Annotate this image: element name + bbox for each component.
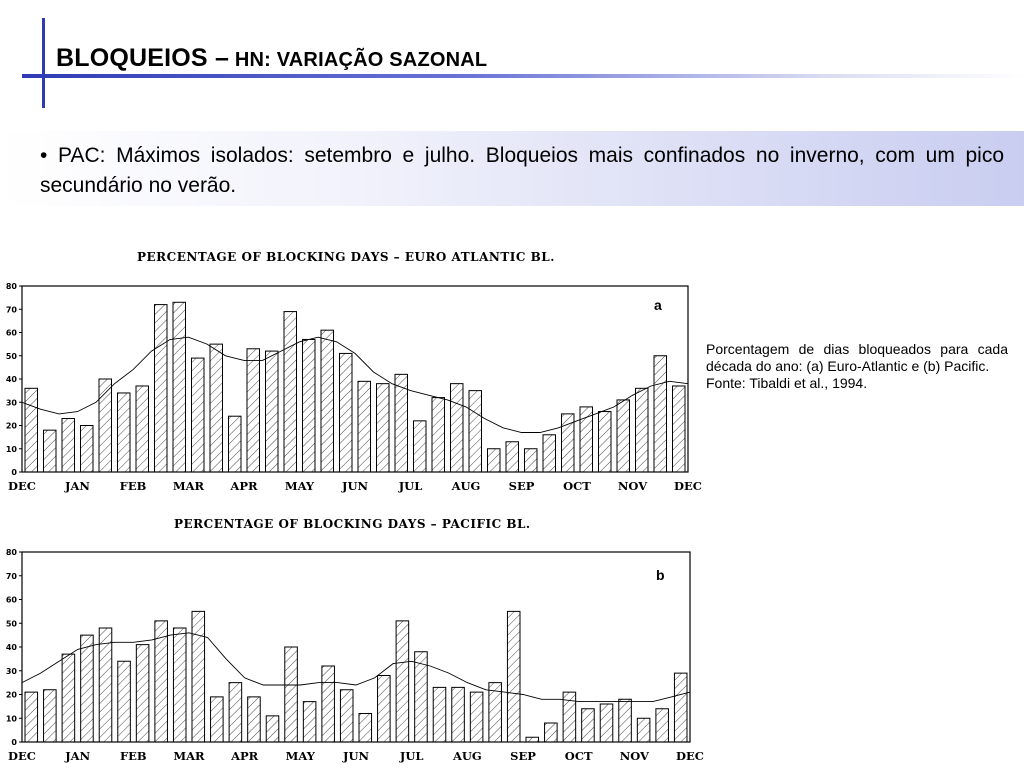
chart-a-bar [81, 426, 94, 473]
chart-a-bars [25, 302, 685, 472]
chart-a-month-label: JAN [65, 479, 90, 493]
chart-b-bar [674, 673, 687, 742]
chart-b-bar [470, 692, 483, 742]
chart-a-ytick-label: 50 [5, 351, 17, 361]
chart-a-bar [377, 384, 390, 472]
chart-a-ytick-label: 40 [5, 375, 17, 384]
chart-a-bar [136, 386, 149, 472]
chart-a-bar [525, 449, 538, 472]
chart-b-bar [433, 687, 446, 742]
chart-b-month-label: DEC [8, 749, 36, 763]
chart-b-ytick-label: 30 [5, 666, 17, 676]
header-horizontal-rule [22, 74, 1024, 78]
chart-b-month-label: NOV [619, 749, 649, 763]
chart-b-month-label: APR [231, 749, 259, 763]
chart-a-month-label: MAR [172, 479, 205, 493]
chart-a-month-label: NOV [617, 479, 648, 493]
chart-a-bar [173, 302, 186, 472]
chart-a-bar [654, 356, 667, 472]
chart-b-bar [192, 611, 205, 742]
chart-b-month-label: FEB [120, 749, 147, 763]
chart-a-yticks [6, 282, 22, 477]
caption-source: Fonte: Tibaldi et al., 1994. [706, 375, 868, 391]
chart-b-bar [619, 699, 632, 742]
slide-title-sub: HN: VARIAÇÃO SAZONAL [229, 49, 488, 71]
chart-a-month-label: SEP [508, 479, 535, 493]
chart-a-bar [155, 305, 168, 472]
chart-a-bar [266, 351, 279, 472]
chart-a-month-label: MAY [284, 479, 315, 493]
chart-a-bar [617, 400, 630, 472]
chart-b-bar [545, 723, 558, 742]
chart-a-xlabels [8, 479, 702, 493]
chart-a-month-label: AUG [451, 479, 481, 493]
chart-b-bar [415, 652, 428, 742]
caption-text: Porcentagem de dias bloqueados para cada década do ano: (a) Euro-Atlantic e (b) Pacific. [706, 341, 1008, 374]
chart-b-bar [340, 690, 353, 742]
chart-b-bar [266, 716, 279, 742]
chart-a-month-label: APR [230, 479, 258, 493]
chart-a-bar [543, 435, 556, 472]
chart-a-bar [247, 349, 260, 472]
chart-b-bar [211, 697, 224, 742]
chart-b-bar [118, 661, 131, 742]
chart-b-bar [248, 697, 261, 742]
chart-a-bar [414, 421, 427, 472]
chart-b-title: PERCENTAGE OF BLOCKING DAYS – PACIFIC BL. [174, 517, 531, 531]
chart-a-month-label: DEC [674, 479, 702, 493]
chart-b-bar [526, 737, 539, 742]
chart-a-ytick-label: 10 [5, 444, 17, 454]
chart-b-bar [656, 709, 669, 742]
chart-a-bar [599, 412, 612, 472]
header-vertical-rule [42, 18, 45, 108]
chart-a-month-label: DEC [8, 479, 36, 493]
chart-b-bar [452, 687, 465, 742]
chart-a-bar [25, 388, 38, 472]
chart-b-bar [44, 690, 57, 742]
chart-b-month-label: OCT [564, 749, 593, 763]
chart-b-bar [637, 718, 650, 742]
chart-b-bar [81, 635, 94, 742]
chart-a-ytick-label: 80 [5, 282, 17, 291]
chart-a-bar [488, 449, 501, 472]
chart-b-bar [582, 709, 595, 742]
chart-a-bar [506, 442, 519, 472]
chart-a-bar [210, 344, 223, 472]
chart-b-month-label: MAY [285, 749, 315, 763]
slide-title-main: BLOQUEIOS – [56, 44, 230, 72]
figure-caption [706, 341, 1008, 392]
chart-a-panel-label: a [654, 297, 662, 313]
chart-a-month-label: OCT [563, 479, 591, 493]
chart-b-ytick-label: 70 [5, 571, 17, 581]
bullet-text: • PAC: Máximos isolados: setembro e julho. Bloqueios mais confinados no inverno, com um pico secundário no verão. [40, 144, 1004, 197]
chart-a-bar [432, 398, 445, 472]
chart-b-bar [396, 621, 409, 742]
chart-b-month-label: MAR [173, 749, 205, 763]
chart-b-bars [25, 611, 687, 742]
chart-b-bar [359, 714, 372, 743]
chart-b-bar [99, 628, 112, 742]
chart-b-bar [378, 676, 391, 743]
chart-b-ytick-label: 60 [5, 595, 17, 605]
chart-a-bar [62, 419, 75, 472]
chart-b-bar [136, 645, 149, 742]
chart-a-bar [340, 353, 353, 472]
chart-b-bar [173, 628, 186, 742]
chart-b-ytick-label: 50 [5, 619, 17, 629]
chart-b-xlabels [8, 749, 704, 763]
chart-b-month-label: DEC [676, 749, 704, 763]
chart-a-bar [118, 393, 131, 472]
chart-a-title: PERCENTAGE OF BLOCKING DAYS – EURO ATLANTIC BL. [137, 250, 555, 264]
chart-b-month-label: JUL [399, 749, 424, 763]
chart-b-ytick-label: 40 [5, 643, 17, 652]
chart-b-bar [285, 647, 298, 742]
chart-b-bar [322, 666, 335, 742]
chart-a-ytick-label: 20 [5, 421, 17, 431]
chart-b-month-label: AUG [452, 749, 482, 763]
chart-a-bar [229, 416, 242, 472]
chart-a-ytick-label: 30 [5, 398, 17, 408]
chart-a-ytick-label: 0 [11, 468, 17, 477]
chart-a-month-label: JUN [342, 479, 368, 493]
chart-pacific [0, 506, 712, 768]
chart-b-ytick-label: 0 [11, 738, 17, 747]
chart-b-panel-label: b [656, 567, 665, 583]
chart-a-bar [44, 430, 57, 472]
chart-a-bar [469, 391, 482, 472]
chart-a-bar [303, 339, 316, 472]
chart-a-month-label: FEB [119, 479, 147, 493]
chart-a-bar [451, 384, 464, 472]
chart-a-bar [636, 388, 649, 472]
chart-b-bar [62, 654, 75, 742]
chart-b-ytick-label: 80 [5, 548, 17, 557]
chart-a-bar [321, 330, 334, 472]
chart-b-month-label: JAN [65, 749, 91, 763]
chart-b-month-label: SEP [510, 749, 536, 763]
chart-a-bar [580, 407, 593, 472]
chart-b-ytick-label: 10 [5, 714, 17, 724]
chart-euro-atlantic [0, 240, 712, 500]
chart-b-yticks [6, 548, 22, 747]
chart-b-bar [600, 704, 613, 742]
chart-a-bar [358, 381, 371, 472]
chart-a-month-label: JUL [398, 479, 423, 493]
chart-a-bar [284, 312, 297, 472]
chart-a-ytick-label: 70 [5, 305, 17, 315]
chart-b-bar [25, 692, 38, 742]
chart-a-ytick-label: 60 [5, 328, 17, 338]
chart-b-bar [303, 702, 316, 742]
chart-b-bar [229, 683, 242, 742]
chart-b-month-label: JUN [343, 749, 369, 763]
chart-b-ytick-label: 20 [5, 690, 17, 700]
chart-a-bar [673, 386, 686, 472]
chart-a-bar [192, 358, 205, 472]
slide-title [56, 44, 487, 73]
chart-b-bar [507, 611, 520, 742]
